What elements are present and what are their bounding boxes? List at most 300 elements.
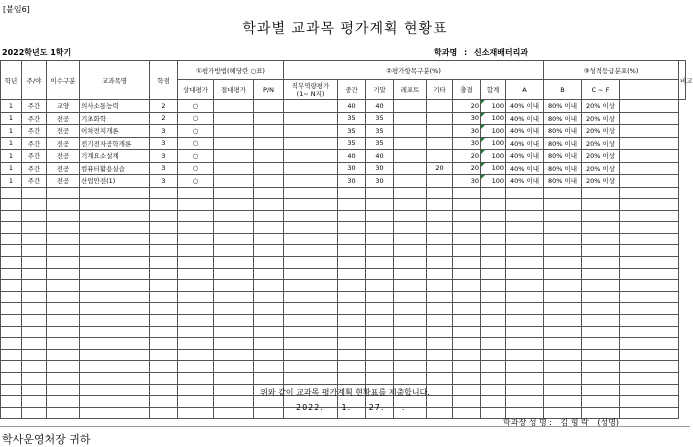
cell-course — [80, 361, 150, 373]
cell-midterm: 40 — [338, 150, 366, 163]
cell-grade: 1 — [1, 100, 22, 113]
cell-total — [481, 222, 506, 234]
cell-b: 80% 이내 — [544, 112, 582, 125]
cell-grade — [1, 187, 22, 199]
empty-row — [1, 222, 686, 234]
cell-competency — [284, 373, 338, 385]
cell-cf — [582, 187, 620, 199]
cell-remarks — [620, 175, 679, 188]
cell-credit: 2 — [150, 100, 178, 113]
cell-absolute — [214, 407, 254, 419]
cell-a — [506, 315, 544, 327]
cell-relative — [178, 291, 214, 303]
cell-grade — [1, 373, 22, 385]
empty-row — [1, 210, 686, 222]
cell-pn — [254, 187, 284, 199]
cell-report — [394, 280, 427, 292]
cell-b — [544, 326, 582, 338]
cell-midterm — [338, 222, 366, 234]
cell-day — [22, 338, 47, 350]
department-label: 학과명 — [434, 48, 458, 57]
cell-cf: 20% 이상 — [582, 112, 620, 125]
cell-total: 100 — [481, 162, 506, 175]
cell-total — [481, 245, 506, 257]
cell-category — [47, 326, 80, 338]
cell-course: 기계요소설계 — [80, 150, 150, 163]
cell-b — [544, 361, 582, 373]
empty-row — [1, 349, 686, 361]
cell-a: 40% 이내 — [506, 175, 544, 188]
cell-total — [481, 315, 506, 327]
submission-date — [296, 403, 419, 412]
cell-day — [22, 199, 47, 211]
cell-b: 80% 이내 — [544, 137, 582, 150]
cell-final — [366, 233, 394, 245]
cell-cf: 20% 이상 — [582, 150, 620, 163]
cell-etc — [427, 100, 453, 113]
cell-etc — [427, 137, 453, 150]
cell-category: 교양 — [47, 100, 80, 113]
cell-category — [47, 245, 80, 257]
cell-absolute — [214, 280, 254, 292]
cell-remarks — [620, 291, 679, 303]
cell-grade — [1, 210, 22, 222]
cell-pn — [254, 150, 284, 163]
cell-remarks — [620, 125, 679, 138]
cell-day — [22, 245, 47, 257]
cell-pn — [254, 245, 284, 257]
empty-row — [1, 303, 686, 315]
cell-grade — [1, 280, 22, 292]
cell-midterm — [338, 187, 366, 199]
cell-competency — [284, 199, 338, 211]
cell-midterm: 35 — [338, 125, 366, 138]
department-line — [434, 47, 532, 58]
cell-credit — [150, 233, 178, 245]
header-pn: P/N — [254, 80, 284, 100]
cell-course: 기초화학 — [80, 112, 150, 125]
header-etc: 기타 — [427, 80, 453, 100]
cell-remarks — [620, 349, 679, 361]
cell-course: 산업안전(1) — [80, 175, 150, 188]
cell-etc — [427, 187, 453, 199]
cell-credit: 3 — [150, 137, 178, 150]
cell-final — [366, 303, 394, 315]
cell-cf — [582, 257, 620, 269]
cell-credit — [150, 222, 178, 234]
cell-relative: ○ — [178, 125, 214, 138]
cell-course — [80, 373, 150, 385]
cell-cf — [582, 222, 620, 234]
cell-grade — [1, 257, 22, 269]
cell-total: 100 — [481, 150, 506, 163]
header-course: 교과목명 — [80, 61, 150, 100]
cell-pn — [254, 137, 284, 150]
cell-b: 80% 이내 — [544, 162, 582, 175]
cell-absolute — [214, 137, 254, 150]
cell-cf — [582, 268, 620, 280]
cell-etc — [427, 150, 453, 163]
cell-competency — [284, 150, 338, 163]
cell-relative: ○ — [178, 175, 214, 188]
cell-a — [506, 326, 544, 338]
cell-final — [366, 245, 394, 257]
cell-day — [22, 303, 47, 315]
cell-etc — [427, 257, 453, 269]
cell-midterm — [338, 291, 366, 303]
cell-midterm — [338, 326, 366, 338]
cell-midterm — [338, 233, 366, 245]
cell-etc — [427, 315, 453, 327]
date-day: 27. — [368, 403, 385, 412]
cell-credit — [150, 280, 178, 292]
cell-relative: ○ — [178, 162, 214, 175]
cell-midterm — [338, 245, 366, 257]
cell-etc — [427, 326, 453, 338]
cell-credit — [150, 338, 178, 350]
cell-course — [80, 210, 150, 222]
cell-etc — [427, 338, 453, 350]
cell-competency — [284, 187, 338, 199]
cell-a: 40% 이내 — [506, 162, 544, 175]
cell-remarks — [620, 100, 679, 113]
cell-report — [394, 222, 427, 234]
cell-grade: 1 — [1, 112, 22, 125]
table-row — [1, 100, 686, 113]
header-attendance: 출결 — [453, 80, 481, 100]
cell-etc — [427, 291, 453, 303]
cell-attendance — [453, 407, 481, 419]
cell-attendance: 20 — [453, 150, 481, 163]
cell-etc — [427, 233, 453, 245]
cell-course — [80, 326, 150, 338]
cell-grade — [1, 361, 22, 373]
cell-pn — [254, 222, 284, 234]
cell-day — [22, 361, 47, 373]
cell-course: 이차전지개론 — [80, 125, 150, 138]
cell-absolute — [214, 303, 254, 315]
cell-midterm: 40 — [338, 100, 366, 113]
cell-pn — [254, 373, 284, 385]
cell-grade — [1, 315, 22, 327]
cell-course — [80, 291, 150, 303]
cell-a — [506, 280, 544, 292]
cell-absolute — [214, 361, 254, 373]
cell-a — [506, 233, 544, 245]
cell-competency — [284, 100, 338, 113]
cell-cf — [582, 338, 620, 350]
cell-pn — [254, 361, 284, 373]
cell-total — [481, 210, 506, 222]
cell-competency — [284, 162, 338, 175]
empty-row — [1, 280, 686, 292]
cell-a — [506, 361, 544, 373]
cell-etc — [427, 280, 453, 292]
cell-grade — [1, 268, 22, 280]
cell-final: 40 — [366, 150, 394, 163]
cell-relative — [178, 222, 214, 234]
cell-cf — [582, 280, 620, 292]
cell-course — [80, 315, 150, 327]
header-absolute: 절대평가 — [214, 80, 254, 100]
cell-pn — [254, 257, 284, 269]
cell-category — [47, 349, 80, 361]
cell-final — [366, 257, 394, 269]
cell-course: 의사소통능력 — [80, 100, 150, 113]
cell-course — [80, 245, 150, 257]
cell-midterm — [338, 210, 366, 222]
cell-relative: ○ — [178, 112, 214, 125]
cell-relative — [178, 407, 214, 419]
header-grade-b: B — [544, 80, 582, 100]
cell-pn — [254, 315, 284, 327]
cell-final — [366, 222, 394, 234]
cell-pn — [254, 349, 284, 361]
cell-grade — [1, 199, 22, 211]
cell-total — [481, 280, 506, 292]
cell-cf — [582, 326, 620, 338]
cell-etc — [427, 407, 453, 419]
cell-day: 주간 — [22, 175, 47, 188]
cell-credit: 3 — [150, 125, 178, 138]
cell-competency — [284, 210, 338, 222]
cell-grade: 1 — [1, 175, 22, 188]
cell-category — [47, 303, 80, 315]
cell-relative — [178, 245, 214, 257]
cell-course — [80, 222, 150, 234]
cell-total — [481, 303, 506, 315]
cell-competency — [284, 361, 338, 373]
cell-absolute — [214, 233, 254, 245]
cell-category — [47, 257, 80, 269]
cell-course — [80, 233, 150, 245]
cell-b — [544, 210, 582, 222]
cell-b — [544, 233, 582, 245]
cell-remarks — [620, 222, 679, 234]
cell-absolute — [214, 125, 254, 138]
cell-grade — [1, 349, 22, 361]
cell-b — [544, 338, 582, 350]
cell-credit — [150, 349, 178, 361]
table-row — [1, 162, 686, 175]
cell-pn — [254, 268, 284, 280]
cell-a — [506, 349, 544, 361]
cell-day — [22, 349, 47, 361]
empty-row — [1, 361, 686, 373]
cell-course: 컴퓨터활용실습 — [80, 162, 150, 175]
cell-final: 40 — [366, 100, 394, 113]
cell-b — [544, 280, 582, 292]
cell-absolute — [214, 210, 254, 222]
cell-category — [47, 199, 80, 211]
cell-remarks — [620, 257, 679, 269]
cell-cf — [582, 349, 620, 361]
table-row — [1, 137, 686, 150]
cell-remarks — [620, 303, 679, 315]
cell-cf: 20% 이상 — [582, 137, 620, 150]
cell-competency — [284, 280, 338, 292]
cell-cf: 20% 이상 — [582, 162, 620, 175]
cell-attendance: 30 — [453, 137, 481, 150]
cell-b: 80% 이내 — [544, 125, 582, 138]
cell-category — [47, 268, 80, 280]
cell-competency — [284, 326, 338, 338]
cell-final — [366, 268, 394, 280]
empty-row — [1, 268, 686, 280]
cell-remarks — [620, 338, 679, 350]
cell-total — [481, 291, 506, 303]
cell-course — [80, 257, 150, 269]
signer-role: 학과장 성 명 : — [503, 418, 552, 427]
cell-relative — [178, 233, 214, 245]
cell-category: 전공 — [47, 125, 80, 138]
cell-grade: 1 — [1, 137, 22, 150]
cell-cf: 20% 이상 — [582, 175, 620, 188]
cell-etc — [427, 175, 453, 188]
cell-etc — [427, 268, 453, 280]
cell-category — [47, 187, 80, 199]
cell-absolute — [214, 349, 254, 361]
cell-total: 100 — [481, 112, 506, 125]
cell-course — [80, 349, 150, 361]
cell-day — [22, 233, 47, 245]
cell-course — [80, 268, 150, 280]
cell-report — [394, 137, 427, 150]
cell-a — [506, 222, 544, 234]
cell-final — [366, 349, 394, 361]
cell-attendance: 30 — [453, 112, 481, 125]
cell-attendance: 20 — [453, 162, 481, 175]
cell-competency — [284, 233, 338, 245]
cell-absolute — [214, 187, 254, 199]
cell-etc — [427, 361, 453, 373]
cell-midterm: 35 — [338, 112, 366, 125]
cell-remarks — [620, 268, 679, 280]
cell-relative — [178, 326, 214, 338]
cell-grade: 1 — [1, 162, 22, 175]
empty-row — [1, 338, 686, 350]
header-day-night: 주/야 — [22, 61, 47, 100]
cell-absolute — [214, 338, 254, 350]
cell-report — [394, 349, 427, 361]
empty-row — [1, 257, 686, 269]
cell-report — [394, 315, 427, 327]
cell-pn — [254, 112, 284, 125]
cell-day: 주간 — [22, 162, 47, 175]
cell-absolute — [214, 150, 254, 163]
cell-remarks — [620, 315, 679, 327]
cell-remarks — [620, 373, 679, 385]
cell-relative — [178, 268, 214, 280]
cell-relative — [178, 361, 214, 373]
cell-attendance — [453, 338, 481, 350]
cell-attendance — [453, 187, 481, 199]
cell-day — [22, 326, 47, 338]
cell-course — [80, 280, 150, 292]
header-grade-a: A — [506, 80, 544, 100]
cell-a: 40% 이내 — [506, 150, 544, 163]
cell-total — [481, 338, 506, 350]
cell-attendance — [453, 315, 481, 327]
cell-day: 주간 — [22, 125, 47, 138]
cell-final: 35 — [366, 125, 394, 138]
cell-attendance — [453, 303, 481, 315]
cell-final — [366, 338, 394, 350]
cell-relative — [178, 303, 214, 315]
cell-absolute — [214, 268, 254, 280]
cell-absolute — [214, 100, 254, 113]
cell-credit — [150, 326, 178, 338]
cell-remarks — [620, 361, 679, 373]
cell-remarks — [620, 280, 679, 292]
cell-midterm — [338, 361, 366, 373]
cell-remarks — [620, 326, 679, 338]
signer-name: 김 형 락 — [560, 418, 589, 427]
cell-report — [394, 291, 427, 303]
cell-day — [22, 280, 47, 292]
cell-final — [366, 187, 394, 199]
cell-attendance — [453, 222, 481, 234]
cell-report — [394, 100, 427, 113]
cell-grade — [1, 338, 22, 350]
cell-pn — [254, 338, 284, 350]
cell-total — [481, 326, 506, 338]
cell-course — [80, 303, 150, 315]
empty-row — [1, 326, 686, 338]
cell-final — [366, 280, 394, 292]
cell-absolute — [214, 112, 254, 125]
cell-remarks — [620, 199, 679, 211]
cell-total — [481, 349, 506, 361]
cell-credit — [150, 268, 178, 280]
cell-attendance — [453, 326, 481, 338]
cell-midterm — [338, 373, 366, 385]
cell-grade — [1, 407, 22, 419]
cell-total — [481, 257, 506, 269]
cell-cf — [582, 245, 620, 257]
attachment-label: [붙임6] — [3, 5, 30, 14]
cell-report — [394, 361, 427, 373]
cell-cf: 20% 이상 — [582, 100, 620, 113]
cell-etc — [427, 349, 453, 361]
cell-b — [544, 315, 582, 327]
cell-b — [544, 303, 582, 315]
cell-final: 35 — [366, 137, 394, 150]
empty-row — [1, 187, 686, 199]
cell-total — [481, 268, 506, 280]
cell-category — [47, 280, 80, 292]
cell-grade — [1, 222, 22, 234]
addressee: 학사운영처장 귀하 — [2, 433, 91, 446]
cell-b — [544, 245, 582, 257]
cell-category: 전공 — [47, 150, 80, 163]
empty-row — [1, 199, 686, 211]
cell-a — [506, 373, 544, 385]
cell-report — [394, 268, 427, 280]
cell-attendance — [453, 257, 481, 269]
cell-remarks — [620, 187, 679, 199]
cell-cf: 20% 이상 — [582, 125, 620, 138]
header-items-group: ②평가항목구분(%) — [284, 61, 544, 80]
header-total: 합계 — [481, 80, 506, 100]
cell-b — [544, 187, 582, 199]
cell-midterm — [338, 303, 366, 315]
cell-total — [481, 233, 506, 245]
cell-pn — [254, 125, 284, 138]
cell-midterm: 35 — [338, 137, 366, 150]
cell-b — [544, 291, 582, 303]
cell-report — [394, 175, 427, 188]
